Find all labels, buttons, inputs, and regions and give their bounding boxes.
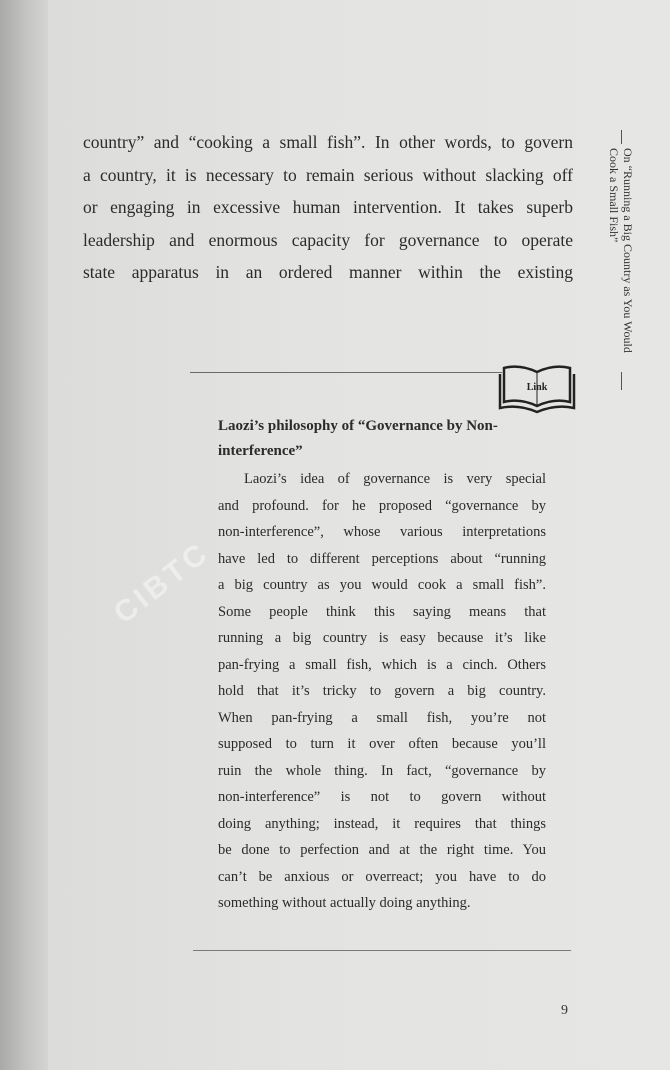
publisher-watermark: CIBTC (107, 535, 216, 631)
link-box-line: non-interference”, whose various interpretations (218, 524, 546, 540)
main-line: leadership and enormous capacity for governance to operate (83, 229, 573, 250)
main-paragraph (83, 126, 573, 289)
link-box-line: ruin the whole thing. In fact, “governance by (218, 762, 546, 779)
link-box-line: pan-frying a small fish, which is a cinch. Others (218, 656, 546, 673)
main-line: state apparatus in an ordered manner within the existing (83, 262, 573, 282)
page-number: 9 (561, 1003, 568, 1018)
main-line: a country, it is necessary to remain serious without slacking off (83, 164, 573, 185)
link-box-line: running a big country is easy because it’s like (218, 630, 546, 646)
link-badge (498, 362, 576, 414)
main-line: or engaging in excessive human intervention. It takes superb (83, 197, 573, 217)
link-box-line: something without actually doing anything. (218, 895, 471, 911)
link-box-line: hold that it’s tricky to govern a big country. (218, 683, 546, 699)
link-box-line: have led to different perceptions about “running (218, 550, 546, 567)
link-box-line: non-interference” is not to govern without (218, 789, 546, 805)
link-box-line: Some people think this saying means that (218, 603, 546, 620)
link-box-body (218, 466, 546, 917)
link-box-line: supposed to turn it over often because you’ll (218, 736, 546, 752)
main-line: country” and “cooking a small fish”. In other words, to govern (83, 132, 573, 152)
book-gutter-shadow (0, 0, 48, 1070)
link-box-line: When pan-frying a small fish, you’re not (218, 709, 546, 726)
link-badge-label: Link (526, 382, 548, 393)
link-box-bottom-rule (193, 950, 571, 951)
running-head (607, 148, 647, 388)
link-box-line: a big country as you would cook a small fish”. (218, 577, 546, 593)
link-box-line: Laozi’s idea of governance is very special (244, 471, 546, 487)
link-box-line: be done to perfection and at the right time. You (218, 842, 546, 858)
running-head-text: On “Running a Big Country as You Would Cook a Small Fish” (607, 148, 635, 353)
running-head-divider-bottom (621, 372, 622, 390)
running-head-divider-top (621, 130, 622, 144)
link-box-line: doing anything; instead, it requires that things (218, 815, 546, 832)
link-box-line: can’t be anxious or overreact; you have to do (218, 868, 546, 885)
link-box-line: and profound. for he proposed “governance by (218, 497, 546, 514)
link-box-title: Laozi’s philosophy of “Governance by Non-interference” (218, 418, 498, 459)
